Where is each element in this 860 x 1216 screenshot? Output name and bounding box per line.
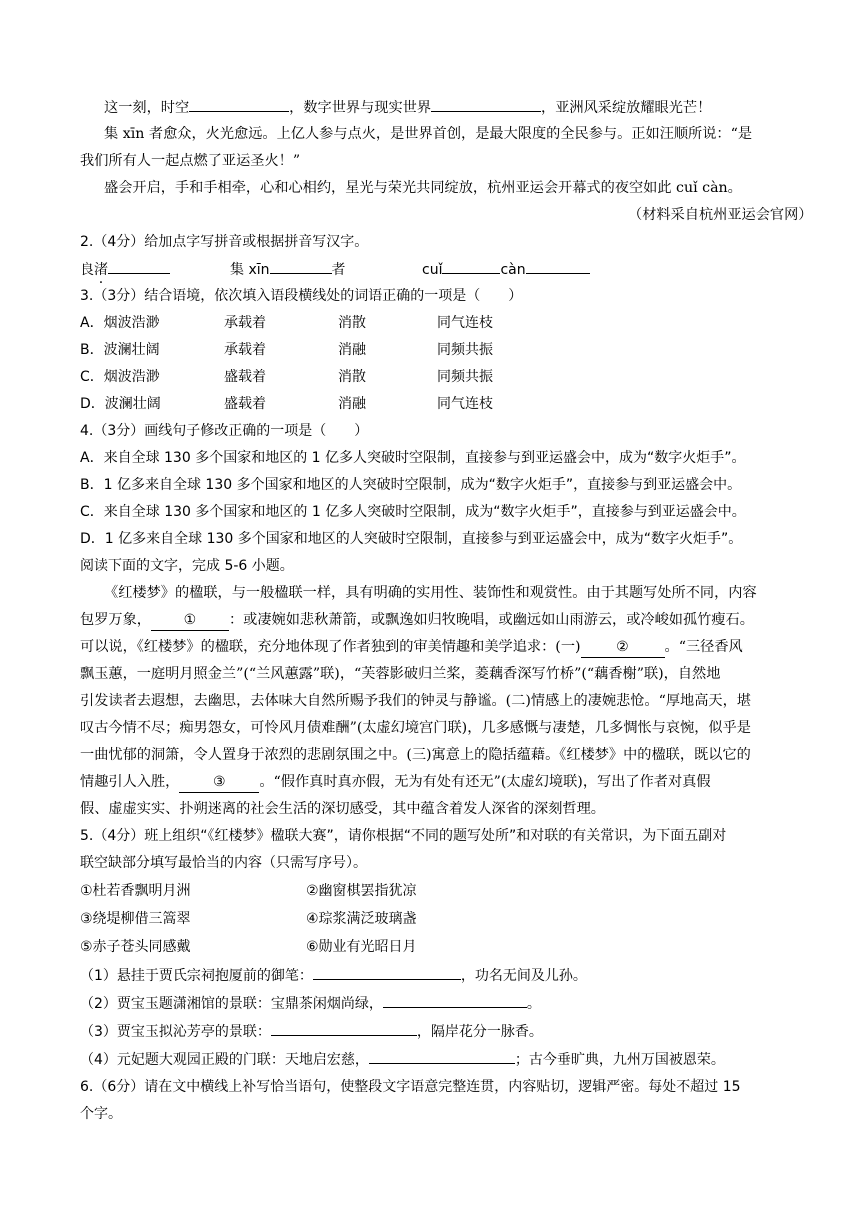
q6-stem-line1: 6.（6分）请在文中横线上补写恰当语句，使整段文字语意完整连贯，内容贴切，逻辑严密。每处不超过 15 (80, 1079, 741, 1095)
q3-stem: 3.（3分）结合语境，依次填入语段横线处的词语正确的一项是（ ） (80, 288, 523, 304)
q3-option-d-cell: 消融 (338, 396, 366, 412)
answer-blank[interactable] (442, 259, 500, 274)
q3-option-d-cell: 盛载着 (224, 396, 266, 412)
q4-option-b: B．1 亿多来自全球 130 多个国家和地区的人突破时空限制，成为“数字火炬手”，直接参与到亚运盛会中。 (80, 477, 742, 493)
answer-blank[interactable] (271, 1021, 417, 1036)
answer-blank[interactable] (526, 259, 590, 274)
q5-choice-1: ①杜若香飘明月洲 (80, 883, 191, 899)
reading-intro: 阅读下面的文字，完成 5-6 小题。 (80, 558, 294, 574)
passage2-line7: 一曲忧郁的洞箫，令人置身于浓烈的悲剧氛围之中。(三)寓意上的隐括蕴藉。《红楼梦》中的楹联，既以它的 (80, 747, 751, 763)
q4-option-c: C．来自全球 130 多个国家和地区的 1 亿多人突破时空限制，成为“数字火炬手”，直接参与到亚运盛会中。 (80, 504, 746, 520)
q4-stem: 4.（3分）画线句子修改正确的一项是（ ） (80, 423, 369, 439)
q5-choice-5: ⑤赤子苍头同感戴 (80, 939, 191, 955)
passage1-line2: 集 xīn 者愈众，火光愈远。上亿人参与点火，是世界首创，是最大限度的全民参与。正如汪顺所说：“是 (104, 126, 753, 142)
q5-item-2: （2）贾宝玉题潇湘馆的景联：宝鼎茶闲烟尚绿， 。 (80, 993, 541, 1014)
passage2-line5: 引发读者去遐想，去幽思，去体味大自然所赐予我们的钟灵与静谧。(二)情感上的凄婉悲怆。“厚地高天，堪 (80, 693, 751, 709)
passage2-line3: 可以说，《红楼梦》的楹联，充分地体现了作者独到的审美情趣和美学追求：(一) ② 。“三径香风 (80, 637, 743, 658)
q4-option-d: D．1 亿多来自全球 130 多个国家和地区的人突破时空限制，直接参与到亚运盛会中，成为“数字火炬手”。 (80, 531, 743, 547)
q2-items: 良渚 (80, 259, 170, 280)
q3-option-c-cell: 盛载着 (224, 369, 266, 385)
q3-option-d-cell: D．波澜壮阔 (80, 396, 161, 412)
q2-item3: cuǐ càn (422, 259, 590, 280)
dotted-char: 渚 (94, 262, 108, 278)
answer-blank[interactable] (313, 965, 461, 980)
passage2-line1: 《红楼梦》的楹联，与一般楹联一样，具有明确的实用性、装饰性和观赏性。由于其题写处所不同，内容 (104, 585, 757, 601)
passage2-line4: 飘玉蕙，一庭明月照金兰”(“兰风蕙露”联)，“芙蓉影破归兰桨，菱藕香深写竹桥”(“藕香榭”联)，自然地 (80, 666, 721, 682)
q3-option-c-cell: 同频共振 (437, 369, 493, 385)
q3-option-a-cell: 承载着 (224, 315, 266, 331)
q3-option-c-cell: 消散 (338, 369, 366, 385)
passage1-source: （材料采自杭州亚运会官网） (628, 207, 813, 223)
q3-option-b-cell: B．波澜壮阔 (80, 342, 160, 358)
q3-option-a-cell: 消散 (338, 315, 366, 331)
numbered-blank-3[interactable]: ③ (179, 772, 259, 793)
q3-option-b-cell: 承载着 (224, 342, 266, 358)
q5-stem-line1: 5.（4分）班上组织“《红楼梦》楹联大赛”，请你根据“不同的题写处所”和对联的有关常识，为下面五副对 (80, 828, 727, 844)
q5-stem-line2: 联空缺部分填写最恰当的内容（只需写序号）。 (80, 855, 367, 871)
passage2-line8: 情趣引人入胜， ③ 。“假作真时真亦假，无为有处有还无”(太虚幻境联)，写出了作者对真假 (80, 772, 711, 793)
passage1-line3: 我们所有人一起点燃了亚运圣火！” (80, 153, 301, 169)
answer-blank[interactable] (270, 259, 332, 274)
answer-blank[interactable] (108, 259, 170, 274)
passage2-line9: 假、虚虚实实、扑朔迷离的社会生活的深切感受，其中蕴含着发人深省的深刻哲理。 (80, 801, 605, 817)
passage2-line6: 叹古今情不尽；痴男怨女，可怜风月债难酬”(太虚幻境宫门联)，几多感慨与凄楚，几多惆怅与哀惋，似乎是 (80, 720, 751, 736)
numbered-blank-2[interactable]: ② (581, 637, 665, 658)
q3-option-b-cell: 消融 (338, 342, 366, 358)
q5-item-4: （4）元妃题大观园正殿的门联：天地启宏慈， ；古今垂旷典，九州万国被恩荣。 (80, 1049, 725, 1070)
q2-stem: 2.（4分）给加点字写拼音或根据拼音写汉字。 (80, 234, 369, 250)
answer-blank[interactable] (369, 1049, 515, 1064)
q3-option-a-cell: 同气连枝 (437, 315, 493, 331)
q6-stem-line2: 个字。 (80, 1106, 122, 1122)
q2-item2: 集 xīn 者 (230, 259, 346, 280)
numbered-blank-1[interactable]: ① (151, 610, 229, 631)
passage1-line4: 盛会开启，手和手相牵，心和心相约，星光与荣光共同绽放，杭州亚运会开幕式的夜空如此 cuǐ càn。 (104, 180, 742, 196)
q4-option-a: A．来自全球 130 多个国家和地区的 1 亿多人突破时空限制，直接参与到亚运盛会中，成为“数字火炬手”。 (80, 450, 746, 466)
q5-item-3: （3）贾宝玉拟沁芳亭的景联： ，隔岸花分一脉香。 (80, 1021, 543, 1042)
blank-line[interactable] (431, 97, 541, 112)
passage1-line1: 这一刻，时空 ，数字世界与现实世界 ，亚洲风采绽放耀眼光芒！ (104, 97, 711, 118)
q5-item-1: （1）悬挂于贾氏宗祠抱厦前的御笔： ，功名无间及儿孙。 (80, 965, 587, 986)
answer-blank[interactable] (383, 993, 527, 1008)
blank-line[interactable] (189, 97, 289, 112)
q5-choice-6: ⑥勋业有光昭日月 (306, 939, 417, 955)
q3-option-d-cell: 同气连枝 (437, 396, 493, 412)
passage2-line2: 包罗万象， ① ：或凄婉如悲秋萧箭，或飘逸如归牧晚唱，或幽远如山雨游云，或冷峻如孤竹瘦石。 (80, 610, 754, 631)
q3-option-c-cell: C．烟波浩渺 (80, 369, 160, 385)
q3-option-b-cell: 同频共振 (437, 342, 493, 358)
q5-choice-2: ②幽窗棋罢指犹凉 (306, 883, 417, 899)
q5-choice-3: ③绕堤柳借三篙翠 (80, 911, 191, 927)
q5-choice-4: ④琮浆满泛玻璃盏 (306, 911, 417, 927)
q3-option-a-cell: A．烟波浩渺 (80, 315, 160, 331)
